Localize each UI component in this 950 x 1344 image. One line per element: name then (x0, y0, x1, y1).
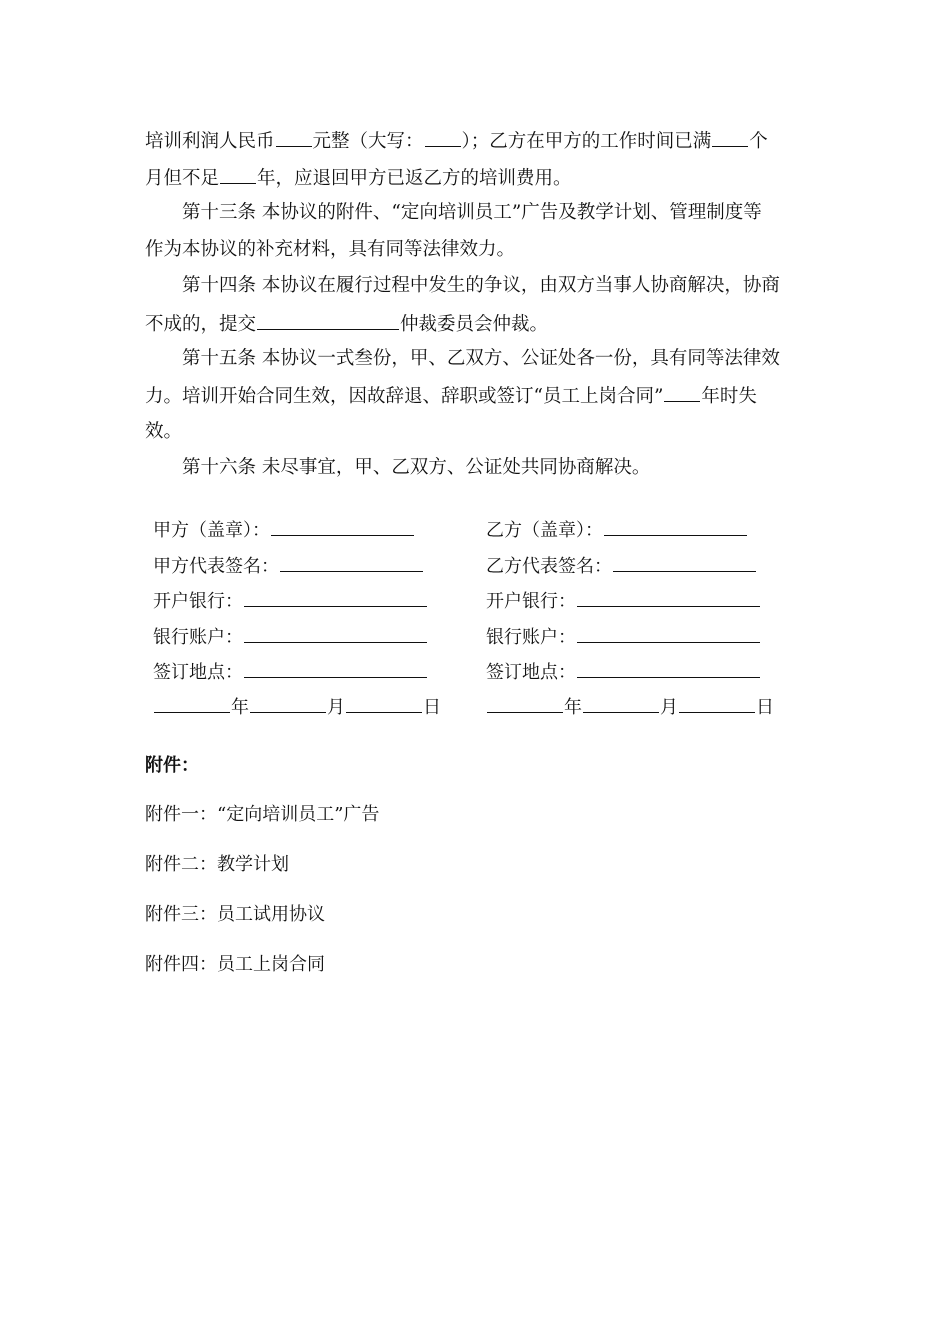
signature-line (244, 624, 427, 643)
party-b-rep-row (486, 553, 757, 579)
signature-line (244, 588, 427, 607)
text: 仲裁委员会仲裁。 (400, 314, 549, 335)
blank-line (257, 311, 399, 330)
blank-line (276, 128, 312, 147)
month-line (250, 694, 326, 713)
text: 力。培训开始合同生效，因故辞退、辞职或签订“员工上岗合同” (145, 386, 664, 407)
day-label: 日 (756, 697, 774, 718)
attachment-item: 附件二：教学计划 (145, 854, 289, 875)
article-13-line-1: 第十三条 本协议的附件、“定向培训员工”广告及教学计划、管理制度等 (182, 202, 762, 223)
article-15-line-2 (145, 383, 810, 409)
year-line (154, 694, 230, 713)
text: 年，应退回甲方已返乙方的培训费用。 (257, 168, 572, 189)
text: 月但不足 (145, 168, 220, 189)
party-a-date-row (153, 694, 441, 720)
day-label: 日 (423, 697, 441, 718)
blank-line (220, 165, 256, 184)
clause-12-line-2 (145, 165, 810, 191)
party-b-account-row (486, 624, 761, 650)
label: 乙方代表签名： (486, 556, 612, 577)
label: 乙方（盖章）： (486, 520, 603, 541)
attachment-item: 附件三：员工试用协议 (145, 904, 325, 925)
label: 银行账户： (486, 627, 576, 648)
signature-line (604, 517, 747, 536)
party-b-seal-row (486, 517, 748, 543)
party-a-place-row (153, 659, 428, 685)
attachment-item: 附件一：“定向培训员工”广告 (145, 804, 380, 825)
text: 不成的，提交 (145, 314, 257, 335)
year-line (487, 694, 563, 713)
article-15-line-1: 第十五条 本协议一式叁份，甲、乙双方、公证处各一份，具有同等法律效 (182, 348, 780, 369)
article-16: 第十六条 未尽事宜，甲、乙双方、公证处共同协商解决。 (182, 457, 651, 478)
attachments-heading: 附件： (145, 755, 199, 776)
party-a-bank-row (153, 588, 428, 614)
party-b-bank-row (486, 588, 761, 614)
signature-line (280, 553, 423, 572)
day-line (679, 694, 755, 713)
label: 签订地点： (153, 662, 243, 683)
attachment-item: 附件四：员工上岗合同 (145, 954, 325, 975)
signature-line (613, 553, 756, 572)
blank-line (664, 383, 700, 402)
signature-line (577, 659, 760, 678)
text: ）；乙方在甲方的工作时间已满 (461, 131, 712, 152)
month-label: 月 (660, 697, 678, 718)
blank-line (712, 128, 748, 147)
party-a-account-row (153, 624, 428, 650)
signature-line (244, 659, 427, 678)
text: 年时失 (701, 386, 757, 407)
year-label: 年 (231, 697, 249, 718)
text: 个 (749, 131, 768, 152)
year-label: 年 (564, 697, 582, 718)
signature-line (271, 517, 414, 536)
article-15-line-3: 效。 (145, 421, 183, 442)
clause-12-line-1 (145, 128, 810, 154)
article-14-line-2 (145, 311, 810, 337)
blank-line (425, 128, 461, 147)
text: 培训利润人民币 (145, 131, 275, 152)
label: 甲方（盖章）： (153, 520, 270, 541)
label: 签订地点： (486, 662, 576, 683)
article-14-line-1: 第十四条 本协议在履行过程中发生的争议，由双方当事人协商解决，协商 (182, 275, 780, 296)
label: 银行账户： (153, 627, 243, 648)
month-label: 月 (327, 697, 345, 718)
label: 甲方代表签名： (153, 556, 279, 577)
signature-line (577, 588, 760, 607)
month-line (583, 694, 659, 713)
label: 开户银行： (153, 591, 243, 612)
text: 元整（大写： (312, 131, 424, 152)
article-13-line-2: 作为本协议的补充材料，具有同等法律效力。 (145, 239, 516, 260)
party-b-date-row (486, 694, 774, 720)
day-line (346, 694, 422, 713)
label: 开户银行： (486, 591, 576, 612)
signature-line (577, 624, 760, 643)
party-a-rep-row (153, 553, 424, 579)
party-b-place-row (486, 659, 761, 685)
party-a-seal-row (153, 517, 415, 543)
